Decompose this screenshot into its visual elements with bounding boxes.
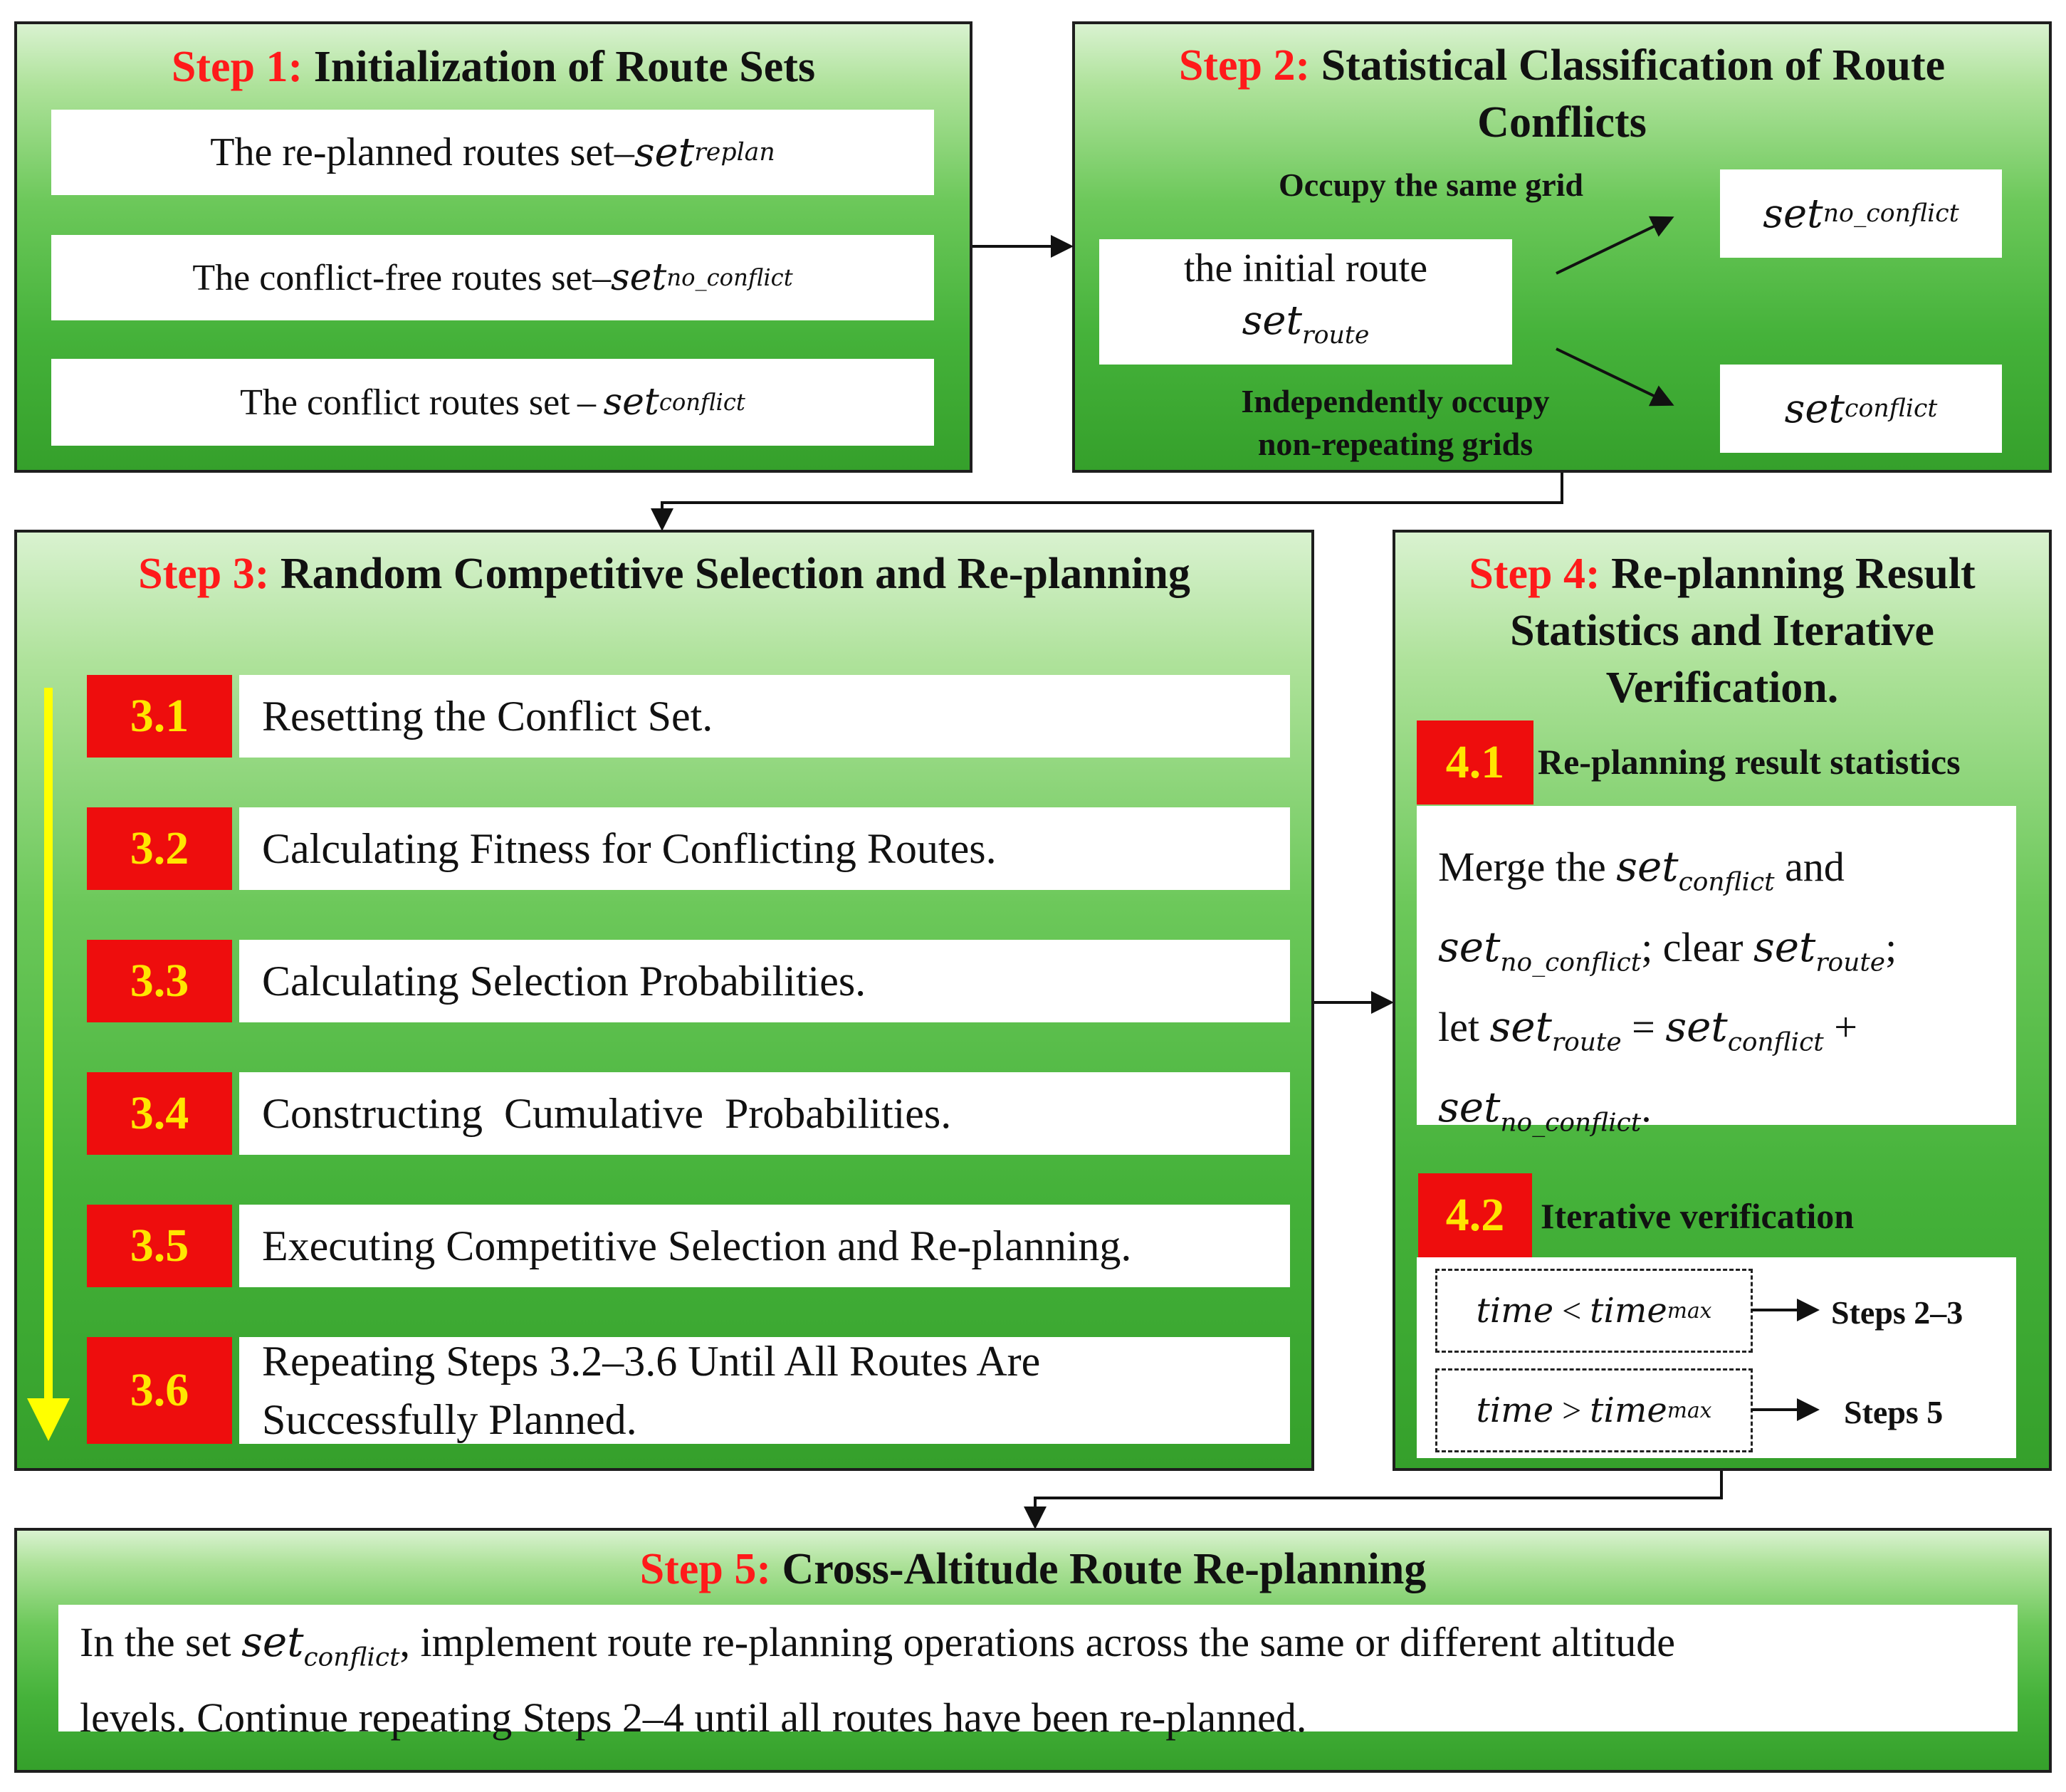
merge-sub-6: no_conflict [1500, 1108, 1642, 1138]
output-no-conflict-box [1720, 169, 2002, 258]
arrow-step4-to-step5 [1035, 1471, 1721, 1526]
substep-4-2-badge: 4.2 [1418, 1173, 1532, 1257]
substep-3-6-text [239, 1337, 1290, 1444]
merge-word-4: ; [1885, 923, 1897, 970]
substep-4-1-badge: 4.1 [1417, 721, 1533, 805]
cond2-max-subscript: max [1667, 1398, 1712, 1423]
initial-route-subscript: route [1302, 321, 1370, 350]
step3-title-text: Random Competitive Selection and Re-planning [280, 550, 1190, 598]
merge-sym-6: set [1438, 1082, 1501, 1131]
arrow-step2-to-step3 [662, 473, 1562, 528]
substep-3-4-text: Constructing Cumulative Probabilities. [239, 1072, 1290, 1155]
output-conflict-box [1720, 365, 2002, 453]
step4-title-line2: Statistics and Iterative [1510, 607, 1934, 655]
step5-line1-a: In the set [80, 1619, 242, 1665]
merge-sub-4: route [1551, 1027, 1622, 1057]
step4-panel [1393, 530, 2052, 1471]
step5-panel [14, 1528, 2052, 1773]
output-conflict-subscript: conflict [1845, 394, 1938, 423]
merge-sub-5: conflict [1727, 1027, 1824, 1057]
merge-line-4 [1438, 1075, 2002, 1156]
step3-panel [14, 530, 1314, 1471]
merge-word-2: and [1774, 844, 1845, 890]
step1-title-text: Initialization of Route Sets [313, 43, 816, 91]
merge-line-3 [1438, 995, 2002, 1075]
cond1-time: time [1476, 1291, 1554, 1331]
step3-title [17, 545, 1311, 602]
step5-text-box [58, 1605, 2018, 1741]
step4-number: Step 4: [1469, 550, 1600, 598]
condition-greater-than-box [1435, 1368, 1753, 1452]
non-repeating-grid-label-line1: Independently occupy [1241, 383, 1550, 419]
substep-3-1-badge: 3.1 [87, 675, 232, 758]
merge-sub-2: no_conflict [1500, 948, 1642, 978]
step5-number: Step 5: [639, 1545, 771, 1593]
initial-route-box [1099, 239, 1512, 365]
substep-3-4-badge: 3.4 [87, 1072, 232, 1155]
step4-title [1395, 545, 2049, 602]
step5-title [17, 1541, 2049, 1598]
substep-3-3-text: Calculating Selection Probabilities. [239, 940, 1290, 1022]
merge-sub-1: conflict [1678, 867, 1775, 897]
initial-route-symbol [1242, 295, 1370, 362]
cond1-operator: < [1553, 1291, 1590, 1330]
non-repeating-grid-label [1210, 380, 1580, 466]
substep-3-1-text: Resetting the Conflict Set. [239, 675, 1290, 758]
substep-4-1-label: Re-planning result statistics [1538, 742, 1961, 782]
step4-title-line3: Verification. [1605, 664, 1839, 712]
cond2-operator: > [1553, 1391, 1590, 1430]
conflict-set-symbol: set [603, 381, 659, 424]
merge-sym-4: set [1489, 1002, 1552, 1052]
condition-less-than-box [1435, 1269, 1753, 1353]
substep-3-2-text: Calculating Fitness for Conflicting Routes. [239, 807, 1290, 890]
substep-3-6-text-line2: Successfully Planned. [262, 1396, 637, 1443]
conflict-set-box [51, 359, 934, 446]
output-conflict-symbol: set [1784, 385, 1845, 432]
substep-3-2-badge: 3.2 [87, 807, 232, 890]
no-conflict-set-subscript: no_conflict [666, 264, 793, 291]
step2-title [1075, 37, 2049, 94]
merge-word-1: Merge the [1438, 844, 1617, 890]
merge-sym-2: set [1438, 922, 1501, 971]
step2-title-line1: Statistical Classification of Route [1321, 41, 1946, 90]
step1-panel [14, 21, 972, 473]
merge-sym-1: set [1616, 842, 1679, 891]
substep-4-2-label: Iterative verification [1541, 1196, 1855, 1236]
output-no-conflict-symbol: set [1763, 190, 1823, 237]
cond2-time: time [1476, 1390, 1554, 1430]
merge-line-2 [1438, 915, 2002, 995]
step5-line1-b: , implement route re-planning operations across the same or different altitude [399, 1619, 1676, 1665]
substep-3-6-badge: 3.6 [87, 1337, 232, 1444]
step3-number: Step 3: [138, 550, 270, 598]
merge-word-7: + [1823, 1004, 1857, 1051]
step5-line1-symbol: set [241, 1618, 304, 1666]
initial-route-sym: set [1242, 297, 1303, 344]
merge-word-8: . [1641, 1084, 1652, 1131]
step5-line1 [80, 1610, 2018, 1689]
same-grid-label: Occupy the same grid [1278, 167, 1583, 203]
merge-line-1 [1438, 834, 2002, 915]
no-conflict-set-symbol: set [610, 256, 667, 299]
merge-statement-box [1417, 806, 2016, 1138]
merge-word-3: ; clear [1641, 923, 1753, 970]
merge-sym-5: set [1665, 1002, 1728, 1052]
step1-number: Step 1: [171, 43, 303, 91]
step5-line2: levels. Continue repeating Steps 2–4 until all routes have been re-planned. [80, 1694, 1307, 1741]
cond1-target-label: Steps 2–3 [1831, 1294, 1963, 1331]
substep-3-5-text: Executing Competitive Selection and Re-planning. [239, 1205, 1290, 1287]
step2-panel [1072, 21, 2052, 473]
cond1-max-subscript: max [1667, 1298, 1712, 1324]
non-repeating-grid-label-line2: non-repeating grids [1257, 426, 1533, 462]
step2-title-line2: Conflicts [1477, 98, 1647, 147]
replan-set-symbol: set [634, 129, 695, 176]
initial-route-label: the initial route [1183, 246, 1428, 290]
cond2-target-label: Steps 5 [1844, 1394, 1944, 1430]
replan-set-subscript: replan [694, 138, 775, 167]
substep-3-3-badge: 3.3 [87, 940, 232, 1022]
substep-3-6-text-line1: Repeating Steps 3.2–3.6 Until All Routes Are [262, 1338, 1041, 1385]
cond1-time-max: time [1590, 1291, 1667, 1331]
no-conflict-set-box [51, 235, 934, 320]
step4-title-line1: Re-planning Result [1611, 550, 1976, 598]
merge-sym-3: set [1753, 922, 1816, 971]
conflict-set-label: The conflict routes set – [240, 382, 604, 423]
step5-title-text: Cross-Altitude Route Re-planning [782, 1545, 1427, 1593]
merge-word-5: let [1438, 1004, 1490, 1051]
output-no-conflict-subscript: no_conflict [1823, 199, 1959, 228]
replan-set-label: The re-planned routes set– [210, 130, 634, 174]
step2-number: Step 2: [1178, 41, 1311, 90]
step5-line1-subscript: conflict [303, 1642, 400, 1672]
replan-set-box [51, 110, 934, 195]
cond2-time-max: time [1590, 1390, 1667, 1430]
no-conflict-set-label: The conflict-free routes set– [192, 257, 611, 298]
conflict-set-subscript: conflict [659, 389, 745, 416]
step1-title [17, 38, 970, 95]
merge-sub-3: route [1815, 948, 1886, 978]
merge-word-6: = [1621, 1004, 1666, 1051]
substep-3-5-badge: 3.5 [87, 1205, 232, 1287]
